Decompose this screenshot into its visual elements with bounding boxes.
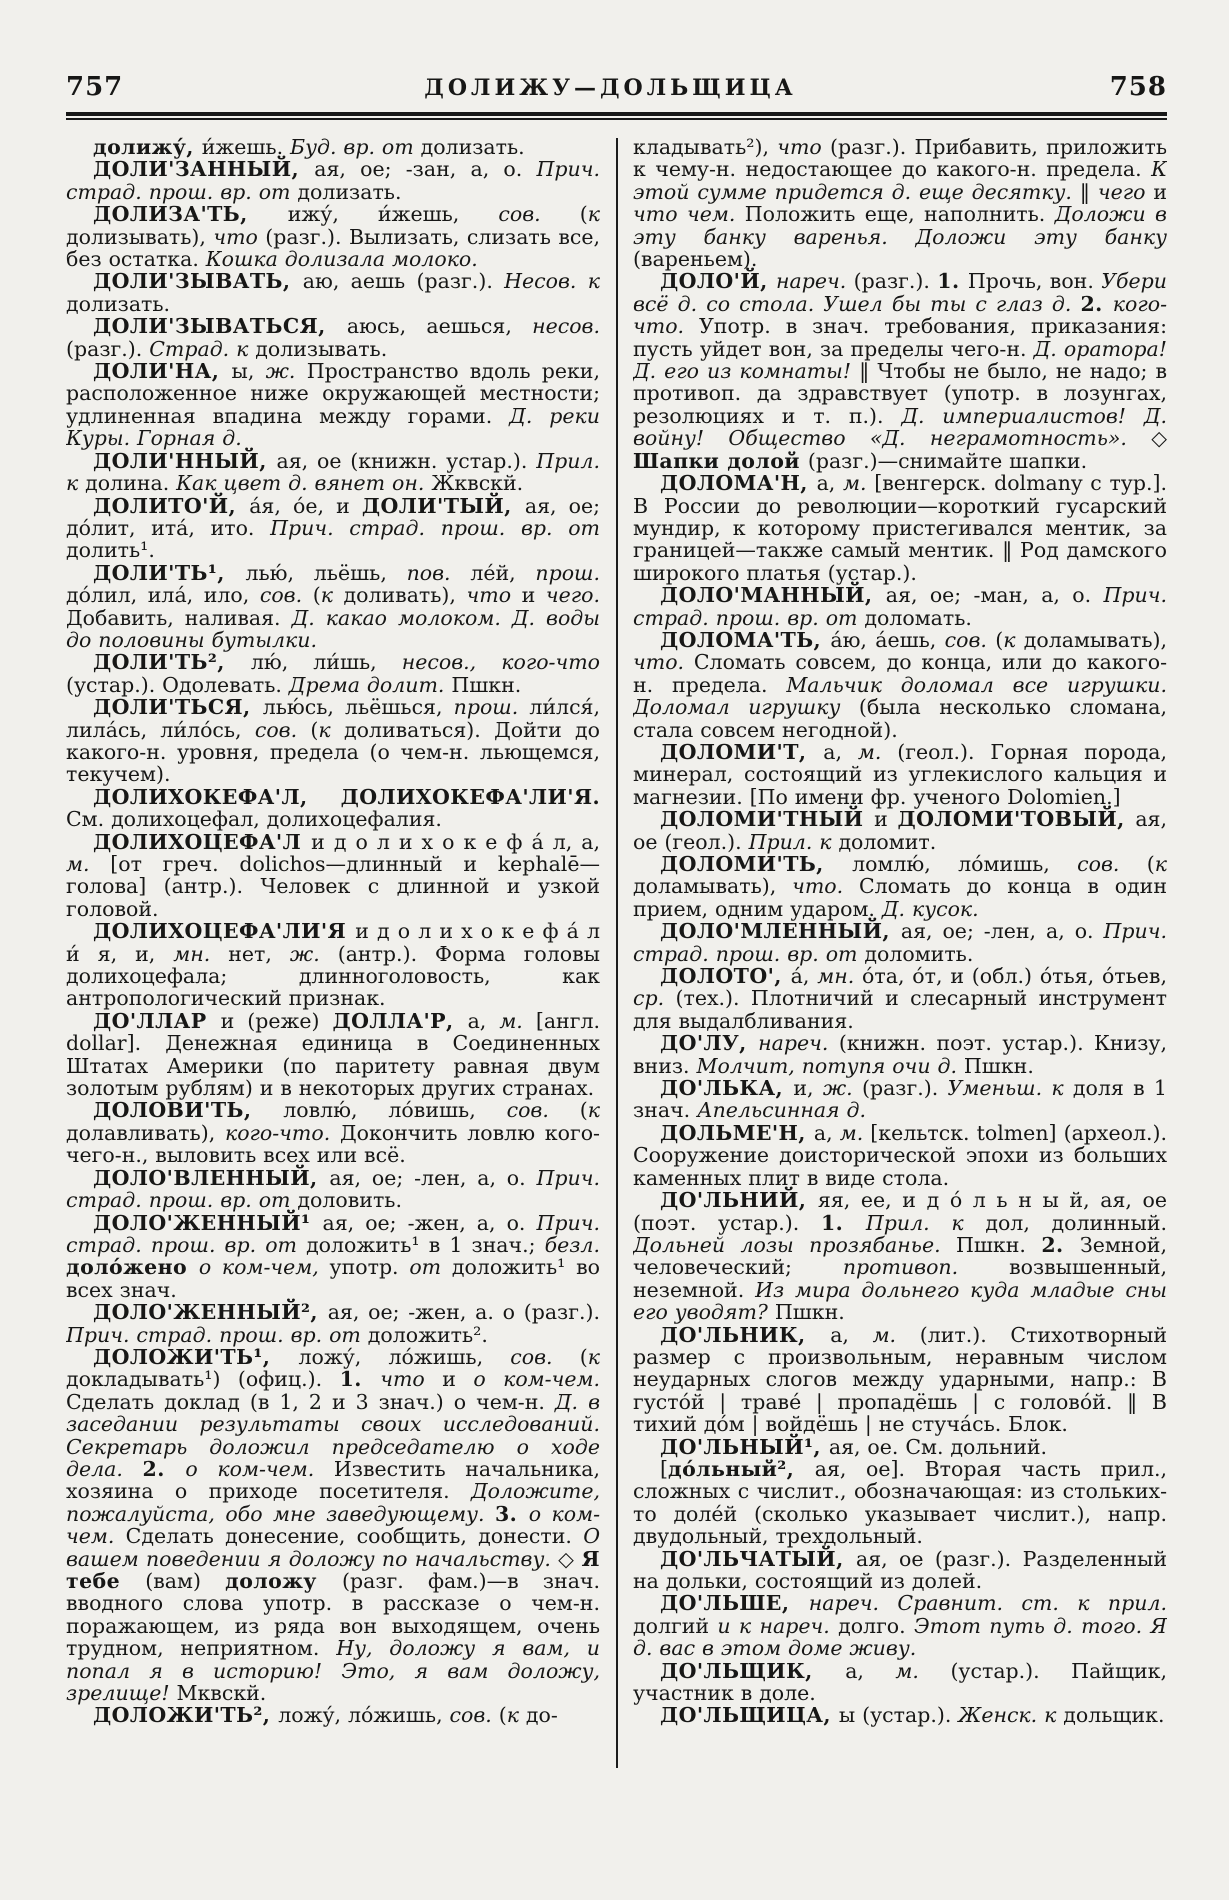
dictionary-entry: ДОЛО'МАННЫЙ, ая, ое; -ман, а, о. Прич. страд. прош. вр. от доломать. — [633, 583, 1167, 630]
dictionary-entry: ДО'ЛУ, нареч. (книжн. поэт. устар.). Книзу, вниз. Молчит, потупя очи д. Пшкн. — [633, 1031, 1167, 1078]
dictionary-entry: ДОЛЬМЕ'Н, а, м. [кельтск. tolmen] (археол.). Сооружение доисторической эпохи из больших каменных плит в виде стола. — [633, 1120, 1167, 1190]
dictionary-entry: ДОЛОЖИ'ТЬ¹, ложу́, ло́жишь, сов. (к докладывать¹) (офиц.). 1. что и о ком-чем. Сделать доклад (в 1, 2 и 3 знач.) о чем-н. Д. в заседании результаты своих исследований. Секретарь доложил председателю о ходе дела. 2. о ком-чем. Известить начальника, хозяина о приходе посетителя. Доложите, пожалуйста, обо мне заведующему. 3. о ком-чем. Сделать донесение, сообщить, донести. О вашем поведении я доложу по начальству. ◇ Я тебе (вам) доложу (разг. фам.)—в знач. вводного слова употр. в рассказе о чем-н. поражающем, из ряда вон выходящем, очень трудном, неприятном. Ну, доложу я вам, и попал я в историю! Это, я вам доложу, зрелище! Мквскй. — [66, 1344, 600, 1706]
dictionary-entry: ДОЛОВИ'ТЬ, ловлю́, ло́вишь, сов. (к долавливать), кого-что. Докончить ловлю кого-чего-н., выловить всех или всё. — [66, 1098, 600, 1168]
dictionary-entry: ДО'ЛЛАР и (реже) ДОЛЛА'Р, а, м. [англ. dollar]. Денежная единица в Соединенных Штатах Америки (по паритету равная двум золотым рублям) и в некоторых других странах. — [66, 1008, 600, 1101]
left-column — [66, 136, 600, 1776]
dictionary-entry: ДО'ЛЬЩИЦА, ы (устар.). Женск. к дольщик. — [660, 1703, 1165, 1728]
dictionary-entry: ДОЛО'ЖЕННЫЙ², ая, ое; -жен, а. о (разг.). Прич. страд. прош. вр. от доложить². — [66, 1300, 600, 1347]
dictionary-entry: ДОЛИ'ТЬ¹, лью́, льёшь, пов. ле́й, прош. до́лил, ила́, ило, сов. (к доливать), что и чего. Добавить, наливая. Д. какао молоком. Д. воды до половины бутылки. — [66, 560, 600, 652]
dictionary-entry: ДО'ЛЬЩИК, а, м. (устар.). Пайщик, участник в доле. — [633, 1658, 1167, 1706]
header-title: ДОЛИЖУ—ДОЛЬЩИЦА — [424, 75, 797, 101]
page-number-right: 758 — [1109, 72, 1167, 102]
column-divider — [616, 138, 618, 1768]
dictionary-entry: ДОЛОМИ'Т, а, м. (геол.). Горная порода, минерал, состоящий из углекислого кальция и магнезии. [По имени фр. ученого Dolomien.] — [633, 739, 1167, 809]
dictionary-entry: ДОЛИ'ННЫЙ, ая, ое (книжн. устар.). Прил. к долина. Как цвет д. вянет он. Жквскй. — [66, 448, 600, 496]
header-rule — [66, 112, 1167, 120]
dictionary-entry: долижу́, и́жешь. Буд. вр. от долизать. — [93, 136, 525, 159]
dictionary-entry: ДО'ЛЬНИЙ, яя, ее, и д о́ л ь н ы й, ая, ое (поэт. устар.). 1. Прил. к дол, долинный. Дольней лозы прозябанье. Пшкн. 2. Земной, человеческий; противоп. возвышенный, неземной. Из мира дольнего куда младые сны его уводят? Пшкн. — [633, 1188, 1167, 1325]
dictionary-entry: ДО'ЛЬШЕ, нареч. Сравнит. ст. к прил. долгий и к нареч. долго. Этот путь д. того. Я д. вас в этом доме живу. — [633, 1591, 1167, 1661]
dictionary-entry: ДОЛОМИ'ТЬ, ломлю́, ло́мишь, сов. (к доламывать), что. Сломать до конца в один прием, одним ударом. Д. кусок. — [633, 852, 1167, 921]
dictionary-entry: ДО'ЛЬЧАТЫЙ, ая, ое (разг.). Разделенный на дольки, состоящий из долей. — [633, 1546, 1167, 1593]
dictionary-entry: ДОЛИ'ЗЫВАТЬСЯ, аюсь, аешься, несов. (разг.). Страд. к долизывать. — [66, 314, 600, 361]
dictionary-entry: ДОЛИЗА'ТЬ, ижу́, и́жешь, сов. (к долизывать), что (разг.). Вылизать, слизать все, без остатка. Кошка долизала молоко. — [66, 202, 600, 272]
dictionary-entry: ДОЛОМИ'ТНЫЙ и ДОЛОМИ'ТОВЫЙ, ая, ое (геол.). Прил. к доломит. — [633, 807, 1167, 854]
dictionary-entry: ДОЛИ'ЗЫВАТЬ, аю, аешь (разг.). Несов. к долизать. — [66, 269, 600, 316]
page-header — [66, 72, 1167, 102]
dictionary-entry: ДОЛОМА'ТЬ, а́ю, а́ешь, сов. (к доламывать), что. Сломать совсем, до конца, или до какого-н. предела. Мальчик доломал все игрушки. Доломал игрушку (была несколько сломана, стала совсем негодной). — [633, 627, 1167, 742]
entry-continuation: кладывать²), что (разг.). Прибавить, приложить к чему-н. недостающее до какого-н. предела. К этой сумме придется д. еще десятку. ‖ чего и что чем. Положить еще, наполнить. Доложи в эту банку варенья. Доложи эту банку (вареньем). — [633, 136, 1167, 272]
dictionary-entry: ДОЛИХОКЕФА'Л, ДОЛИХОКЕФА'ЛИ'Я. См. долихоцефал, долихоцефалия. — [66, 784, 600, 832]
dictionary-entry: ДОЛО'МЛЕННЫЙ, ая, ое; -лен, а, о. Прич. страд. прош. вр. от доломить. — [633, 919, 1167, 966]
dictionary-entry: ДОЛО'ЖЕННЫЙ¹ ая, ое; -жен, а, о. Прич. страд. прош. вр. от доложить¹ в 1 знач.; безл. доло́жено о ком-чем, употр. от доложить¹ во всех знач. — [66, 1210, 600, 1302]
dictionary-entry: ДОЛИ'ЗАННЫЙ, ая, ое; -зан, а, о. Прич. страд. прош. вр. от долизать. — [66, 157, 600, 204]
right-column — [633, 136, 1167, 1776]
dictionary-entry: ДОЛИТО'Й, а́я, о́е, и ДОЛИ'ТЫЙ, ая, ое; до́лит, ита́, ито. Прич. страд. прош. вр. от долить¹. — [66, 493, 600, 563]
dictionary-entry: ДОЛИ'ТЬ², лю́, ли́шь, несов., кого-что (устар.). Одолевать. Дрема долит. Пшкн. — [66, 650, 600, 697]
dictionary-entry: ДОЛИХОЦЕФА'ЛИ'Я и д о л и х о к е ф а́ л и́ я, и, мн. нет, ж. (антр.). Форма головы долихоцефала; длинноголовость, как антропологический признак. — [66, 919, 600, 1011]
dictionary-entry: ДО'ЛЬНЫЙ¹, ая, ое. См. дольний. — [660, 1434, 1048, 1459]
dictionary-entry: ДОЛО'ВЛЕННЫЙ, ая, ое; -лен, а, о. Прич. страд. прош. вр. от доловить. — [66, 1165, 600, 1213]
dictionary-entry: ДОЛИ'ТЬСЯ, лью́сь, льёшься, прош. ли́лся́, лила́сь, ли́ло́сь, сов. (к доливаться). Дойти до какого-н. уровня, предела (о чем-н. льющемся, текучем). — [66, 695, 600, 787]
dictionary-entry: ДОЛО'Й, нареч. (разг.). 1. Прочь, вон. Убери всё д. со стола. Ушел бы ты с глаз д. 2. кого-что. Употр. в знач. требования, приказания: пусть уйдет вон, за пределы чего-н. Д. оратора! Д. его из комнаты! ‖ Чтобы не было, не надо; в противоп. да здравствует (употр. в лозунгах, резолюциях и т. п.). Д. империалистов! Д. войну! Общество «Д. неграмотность». ◇ Шапки долой (разг.)—снимайте шапки. — [633, 269, 1167, 473]
dictionary-entry: ДОЛОЖИ'ТЬ², ложу́, ло́жишь, сов. (к до- — [93, 1703, 558, 1728]
dictionary-entry: [до́льный², ая, ое]. Вторая часть прил., сложных с числит., обозначающая: из стольких-то доле́й (сколько указывает числит.), напр. двудольный, трехдольный. — [633, 1456, 1167, 1549]
dictionary-entry: ДОЛОТО', а́, мн. о́та, о́т, и (обл.) о́тья, о́тьев, ср. (тех.). Плотничий и слесарный инструмент для выдалбливания. — [633, 964, 1167, 1033]
dictionary-entry: ДОЛИ'НА, ы, ж. Пространство вдоль реки, расположенное ниже окружающей местности; удлиненная впадина между горами. Д. реки Куры. Горная д. — [66, 359, 600, 451]
dictionary-entry: ДО'ЛЬКА, и, ж. (разг.). Уменьш. к доля в 1 знач. Апельсинная д. — [633, 1076, 1167, 1123]
dictionary-entry: ДОЛОМА'Н, а, м. [венгерск. dolmany с тур.]. В России до революции—короткий гусарский мундир, к которому пристегивался ментик, за границей—также самый ментик. ‖ Род дамского широкого платья (устар.). — [633, 471, 1167, 585]
dictionary-entry: ДОЛИХОЦЕФА'Л и д о л и х о к е ф а́ л, а, м. [от греч. dolichos—длинный и kephalē—голова] (антр.). Человек с длинной и узкой головой. — [66, 829, 600, 921]
page-number-left: 757 — [66, 72, 124, 102]
columns — [66, 136, 1167, 1776]
dictionary-entry: ДО'ЛЬНИК, а, м. (лит.). Стихотворный размер с произвольным, неравным числом неударных слогов между ударными, напр.: В густо́й | траве́ | пропадёшь | с голово́й. ‖ В тихий до́м | войдёшь | не стуча́сь. Блок. — [633, 1322, 1167, 1437]
